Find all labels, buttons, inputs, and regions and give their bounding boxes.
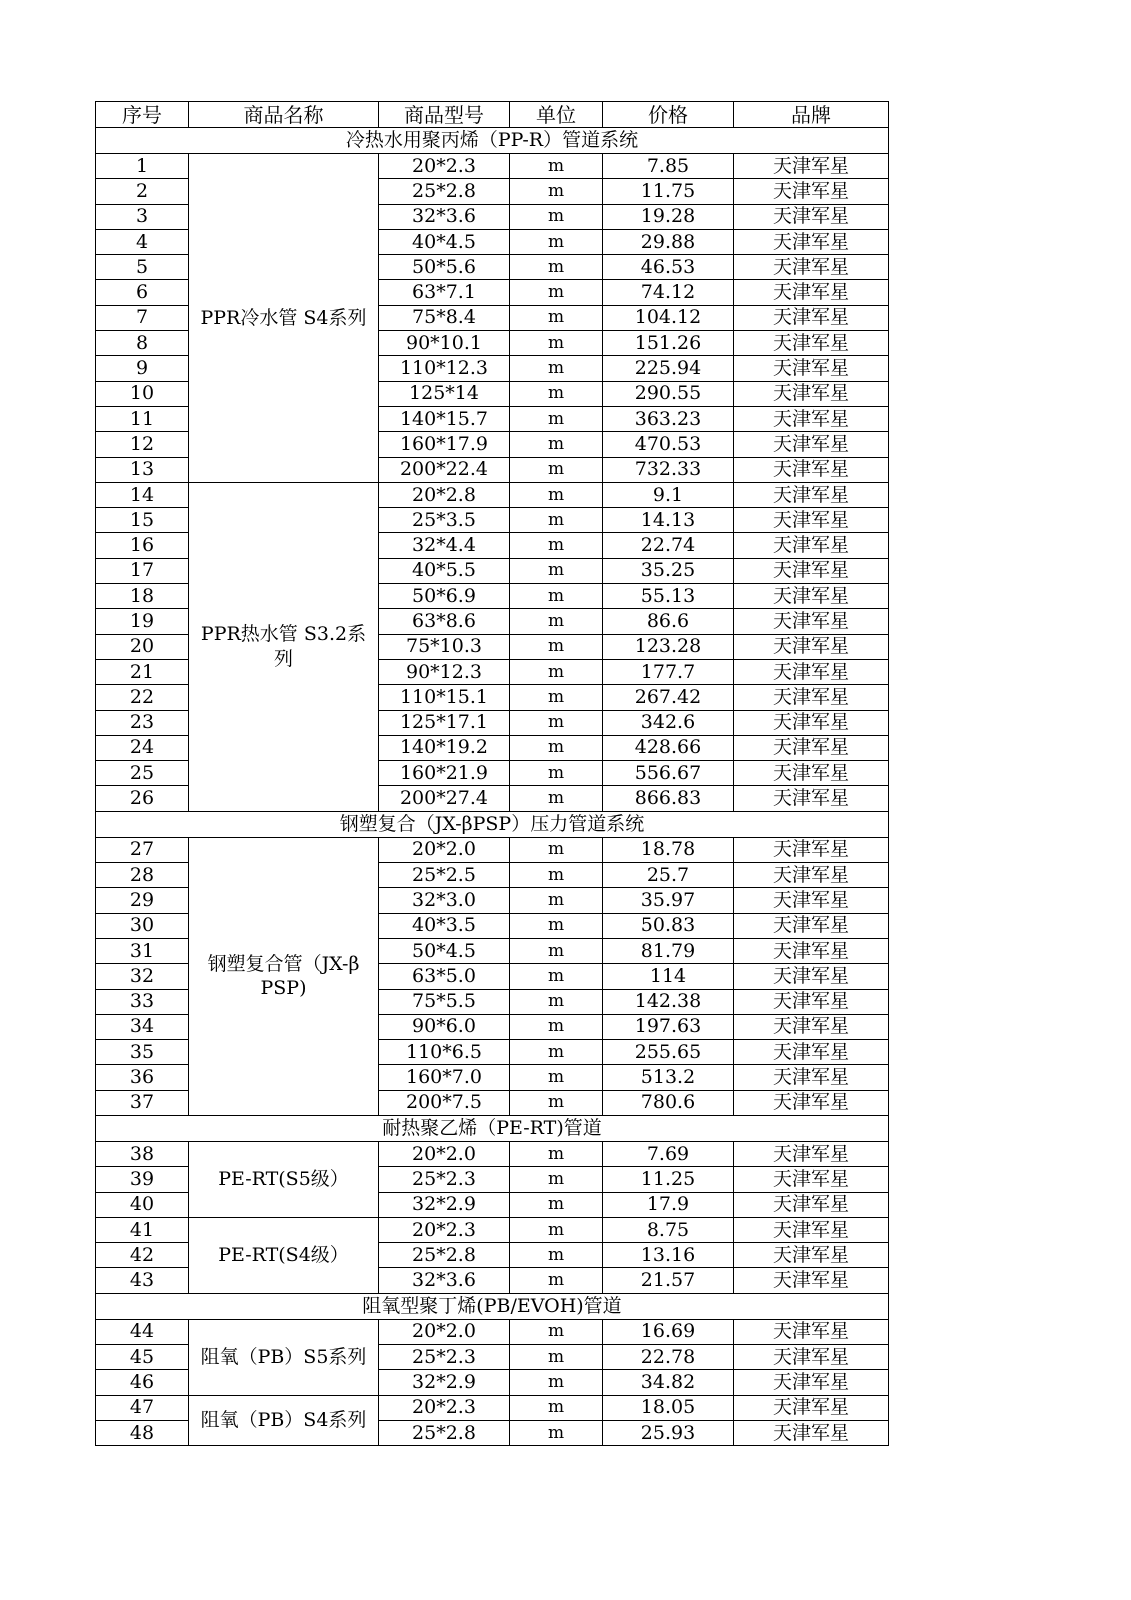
cell-model: 140*19.2 [379,735,510,760]
cell-model: 40*3.5 [379,913,510,938]
cell-model: 63*5.0 [379,964,510,989]
cell-brand: 天津军星 [734,1268,889,1293]
cell-unit: m [510,1319,603,1344]
cell-brand: 天津军星 [734,685,889,710]
cell-brand: 天津军星 [734,331,889,356]
cell-index: 32 [96,964,189,989]
cell-index: 35 [96,1040,189,1065]
cell-unit: m [510,1090,603,1115]
cell-unit: m [510,584,603,609]
section-row [96,811,889,837]
cell-brand: 天津军星 [734,735,889,760]
section-title: 阻氧型聚丁烯(PB/EVOH)管道 [96,1293,889,1319]
header-unit: 单位 [510,102,603,128]
table-row [96,1141,889,1166]
cell-model: 50*4.5 [379,938,510,963]
cell-price: 363.23 [603,406,734,431]
cell-model: 32*3.0 [379,888,510,913]
cell-price: 866.83 [603,786,734,811]
cell-index: 46 [96,1370,189,1395]
cell-unit: m [510,432,603,457]
header-name: 商品名称 [189,102,379,128]
cell-index: 20 [96,634,189,659]
cell-model: 75*8.4 [379,305,510,330]
cell-price: 556.67 [603,761,734,786]
cell-model: 25*3.5 [379,508,510,533]
cell-unit: m [510,1217,603,1242]
table-row [96,482,889,507]
cell-brand: 天津军星 [734,863,889,888]
cell-model: 90*6.0 [379,1014,510,1039]
cell-model: 200*22.4 [379,457,510,482]
cell-unit: m [510,1141,603,1166]
cell-brand: 天津军星 [734,154,889,179]
cell-unit: m [510,1192,603,1217]
cell-model: 25*2.8 [379,1243,510,1268]
cell-price: 780.6 [603,1090,734,1115]
cell-brand: 天津军星 [734,1217,889,1242]
cell-price: 428.66 [603,735,734,760]
cell-price: 513.2 [603,1065,734,1090]
cell-product-name: PE-RT(S4级） [189,1217,379,1293]
cell-unit: m [510,457,603,482]
price-table [95,101,889,1446]
cell-price: 46.53 [603,255,734,280]
cell-brand: 天津军星 [734,1040,889,1065]
cell-price: 22.78 [603,1345,734,1370]
cell-price: 25.93 [603,1420,734,1445]
cell-model: 32*3.6 [379,1268,510,1293]
cell-unit: m [510,710,603,735]
cell-model: 20*2.3 [379,1217,510,1242]
cell-price: 81.79 [603,938,734,963]
cell-index: 23 [96,710,189,735]
cell-unit: m [510,989,603,1014]
cell-unit: m [510,964,603,989]
cell-index: 3 [96,204,189,229]
cell-index: 13 [96,457,189,482]
cell-index: 8 [96,331,189,356]
cell-index: 36 [96,1065,189,1090]
cell-index: 31 [96,938,189,963]
cell-price: 225.94 [603,356,734,381]
cell-index: 39 [96,1167,189,1192]
cell-unit: m [510,305,603,330]
cell-price: 123.28 [603,634,734,659]
cell-unit: m [510,1167,603,1192]
table-row [96,1395,889,1420]
cell-unit: m [510,1395,603,1420]
cell-brand: 天津军星 [734,533,889,558]
cell-unit: m [510,280,603,305]
cell-model: 20*2.3 [379,154,510,179]
cell-index: 38 [96,1141,189,1166]
cell-model: 32*3.6 [379,204,510,229]
cell-unit: m [510,1065,603,1090]
header-price: 价格 [603,102,734,128]
section-row [96,1293,889,1319]
cell-brand: 天津军星 [734,888,889,913]
table-row [96,154,889,179]
cell-price: 35.97 [603,888,734,913]
cell-index: 47 [96,1395,189,1420]
cell-brand: 天津军星 [734,179,889,204]
cell-product-name: PPR热水管 S3.2系列 [189,482,379,811]
cell-model: 50*6.9 [379,584,510,609]
cell-model: 110*15.1 [379,685,510,710]
cell-unit: m [510,888,603,913]
cell-brand: 天津军星 [734,938,889,963]
cell-model: 32*4.4 [379,533,510,558]
cell-brand: 天津军星 [734,457,889,482]
cell-model: 25*2.5 [379,863,510,888]
cell-model: 90*12.3 [379,659,510,684]
cell-model: 75*5.5 [379,989,510,1014]
cell-brand: 天津军星 [734,1141,889,1166]
cell-unit: m [510,1014,603,1039]
table-body [96,128,889,1446]
cell-brand: 天津军星 [734,786,889,811]
cell-price: 18.05 [603,1395,734,1420]
cell-model: 140*15.7 [379,406,510,431]
cell-unit: m [510,634,603,659]
cell-model: 40*4.5 [379,229,510,254]
cell-brand: 天津军星 [734,659,889,684]
cell-index: 30 [96,913,189,938]
cell-price: 14.13 [603,508,734,533]
cell-product-name: 钢塑复合管（JX-β PSP) [189,837,379,1115]
cell-index: 41 [96,1217,189,1242]
cell-brand: 天津军星 [734,381,889,406]
cell-index: 48 [96,1420,189,1445]
section-title: 冷热水用聚丙烯（PP-R）管道系统 [96,128,889,154]
cell-price: 114 [603,964,734,989]
cell-brand: 天津军星 [734,305,889,330]
cell-index: 18 [96,584,189,609]
cell-unit: m [510,938,603,963]
cell-index: 34 [96,1014,189,1039]
cell-brand: 天津军星 [734,406,889,431]
cell-brand: 天津军星 [734,508,889,533]
cell-index: 26 [96,786,189,811]
cell-index: 45 [96,1345,189,1370]
cell-brand: 天津军星 [734,356,889,381]
cell-brand: 天津军星 [734,584,889,609]
table-row [96,1319,889,1344]
cell-index: 44 [96,1319,189,1344]
cell-index: 7 [96,305,189,330]
cell-price: 16.69 [603,1319,734,1344]
cell-index: 16 [96,533,189,558]
cell-brand: 天津军星 [734,710,889,735]
cell-price: 55.13 [603,584,734,609]
cell-unit: m [510,229,603,254]
cell-brand: 天津军星 [734,913,889,938]
cell-price: 29.88 [603,229,734,254]
cell-model: 20*2.0 [379,1319,510,1344]
cell-index: 1 [96,154,189,179]
cell-brand: 天津军星 [734,229,889,254]
cell-model: 200*27.4 [379,786,510,811]
cell-brand: 天津军星 [734,1420,889,1445]
cell-model: 160*17.9 [379,432,510,457]
cell-brand: 天津军星 [734,989,889,1014]
cell-unit: m [510,1345,603,1370]
cell-price: 142.38 [603,989,734,1014]
cell-model: 32*2.9 [379,1370,510,1395]
header-brand: 品牌 [734,102,889,128]
cell-index: 11 [96,406,189,431]
cell-index: 6 [96,280,189,305]
cell-index: 43 [96,1268,189,1293]
cell-brand: 天津军星 [734,1090,889,1115]
cell-model: 20*2.8 [379,482,510,507]
cell-model: 63*8.6 [379,609,510,634]
table-row [96,1217,889,1242]
cell-unit: m [510,1268,603,1293]
section-row [96,128,889,154]
cell-price: 197.63 [603,1014,734,1039]
cell-index: 12 [96,432,189,457]
cell-price: 177.7 [603,659,734,684]
cell-price: 255.65 [603,1040,734,1065]
cell-brand: 天津军星 [734,1319,889,1344]
cell-model: 160*21.9 [379,761,510,786]
cell-model: 50*5.6 [379,255,510,280]
cell-index: 29 [96,888,189,913]
cell-model: 20*2.0 [379,837,510,862]
cell-unit: m [510,204,603,229]
cell-brand: 天津军星 [734,761,889,786]
cell-unit: m [510,381,603,406]
cell-unit: m [510,1420,603,1445]
cell-price: 35.25 [603,558,734,583]
cell-brand: 天津军星 [734,558,889,583]
cell-price: 50.83 [603,913,734,938]
cell-unit: m [510,786,603,811]
cell-price: 17.9 [603,1192,734,1217]
cell-model: 63*7.1 [379,280,510,305]
cell-model: 25*2.3 [379,1345,510,1370]
cell-product-name: PE-RT(S5级） [189,1141,379,1217]
cell-unit: m [510,863,603,888]
cell-model: 110*6.5 [379,1040,510,1065]
cell-index: 25 [96,761,189,786]
cell-index: 24 [96,735,189,760]
cell-price: 11.25 [603,1167,734,1192]
cell-product-name: 阻氧（PB）S4系列 [189,1395,379,1446]
cell-index: 10 [96,381,189,406]
header-model: 商品型号 [379,102,510,128]
cell-brand: 天津军星 [734,1370,889,1395]
cell-model: 25*2.3 [379,1167,510,1192]
cell-brand: 天津军星 [734,1014,889,1039]
cell-unit: m [510,1243,603,1268]
cell-brand: 天津军星 [734,1395,889,1420]
cell-unit: m [510,659,603,684]
cell-index: 28 [96,863,189,888]
cell-product-name: PPR冷水管 S4系列 [189,154,379,483]
cell-unit: m [510,255,603,280]
cell-unit: m [510,406,603,431]
cell-price: 7.69 [603,1141,734,1166]
cell-unit: m [510,356,603,381]
cell-unit: m [510,331,603,356]
cell-brand: 天津军星 [734,280,889,305]
cell-model: 200*7.5 [379,1090,510,1115]
cell-brand: 天津军星 [734,255,889,280]
cell-price: 18.78 [603,837,734,862]
cell-index: 15 [96,508,189,533]
cell-brand: 天津军星 [734,204,889,229]
table-row [96,837,889,862]
cell-brand: 天津军星 [734,1243,889,1268]
cell-brand: 天津军星 [734,1192,889,1217]
cell-brand: 天津军星 [734,609,889,634]
header-index: 序号 [96,102,189,128]
cell-index: 42 [96,1243,189,1268]
cell-product-name: 阻氧（PB）S5系列 [189,1319,379,1395]
cell-unit: m [510,685,603,710]
cell-brand: 天津军星 [734,432,889,457]
cell-index: 22 [96,685,189,710]
cell-model: 125*14 [379,381,510,406]
cell-index: 17 [96,558,189,583]
cell-model: 110*12.3 [379,356,510,381]
cell-model: 20*2.3 [379,1395,510,1420]
cell-index: 9 [96,356,189,381]
cell-price: 290.55 [603,381,734,406]
cell-unit: m [510,179,603,204]
cell-unit: m [510,508,603,533]
cell-brand: 天津军星 [734,482,889,507]
cell-price: 13.16 [603,1243,734,1268]
cell-unit: m [510,558,603,583]
cell-price: 267.42 [603,685,734,710]
cell-index: 21 [96,659,189,684]
cell-price: 342.6 [603,710,734,735]
cell-price: 22.74 [603,533,734,558]
cell-price: 104.12 [603,305,734,330]
cell-brand: 天津军星 [734,1345,889,1370]
cell-price: 19.28 [603,204,734,229]
cell-index: 33 [96,989,189,1014]
cell-model: 25*2.8 [379,179,510,204]
cell-brand: 天津军星 [734,1065,889,1090]
cell-model: 40*5.5 [379,558,510,583]
header-row [96,102,889,128]
cell-index: 40 [96,1192,189,1217]
cell-unit: m [510,1370,603,1395]
cell-brand: 天津军星 [734,634,889,659]
cell-model: 125*17.1 [379,710,510,735]
section-title: 耐热聚乙烯（PE-RT)管道 [96,1115,889,1141]
cell-price: 151.26 [603,331,734,356]
cell-model: 25*2.8 [379,1420,510,1445]
cell-model: 75*10.3 [379,634,510,659]
cell-index: 27 [96,837,189,862]
section-row [96,1115,889,1141]
section-title: 钢塑复合（JX-βPSP）压力管道系统 [96,811,889,837]
cell-price: 8.75 [603,1217,734,1242]
cell-price: 74.12 [603,280,734,305]
cell-model: 90*10.1 [379,331,510,356]
cell-model: 32*2.9 [379,1192,510,1217]
cell-unit: m [510,735,603,760]
cell-price: 470.53 [603,432,734,457]
cell-index: 37 [96,1090,189,1115]
cell-unit: m [510,1040,603,1065]
cell-index: 19 [96,609,189,634]
cell-price: 7.85 [603,154,734,179]
cell-model: 20*2.0 [379,1141,510,1166]
cell-unit: m [510,609,603,634]
cell-index: 5 [96,255,189,280]
cell-unit: m [510,913,603,938]
cell-index: 2 [96,179,189,204]
cell-unit: m [510,761,603,786]
cell-brand: 天津军星 [734,964,889,989]
cell-unit: m [510,837,603,862]
cell-price: 34.82 [603,1370,734,1395]
cell-index: 14 [96,482,189,507]
cell-price: 21.57 [603,1268,734,1293]
cell-unit: m [510,482,603,507]
cell-price: 25.7 [603,863,734,888]
cell-model: 160*7.0 [379,1065,510,1090]
cell-price: 9.1 [603,482,734,507]
cell-brand: 天津军星 [734,837,889,862]
cell-price: 732.33 [603,457,734,482]
cell-index: 4 [96,229,189,254]
cell-unit: m [510,154,603,179]
cell-price: 11.75 [603,179,734,204]
cell-price: 86.6 [603,609,734,634]
cell-unit: m [510,533,603,558]
cell-brand: 天津军星 [734,1167,889,1192]
